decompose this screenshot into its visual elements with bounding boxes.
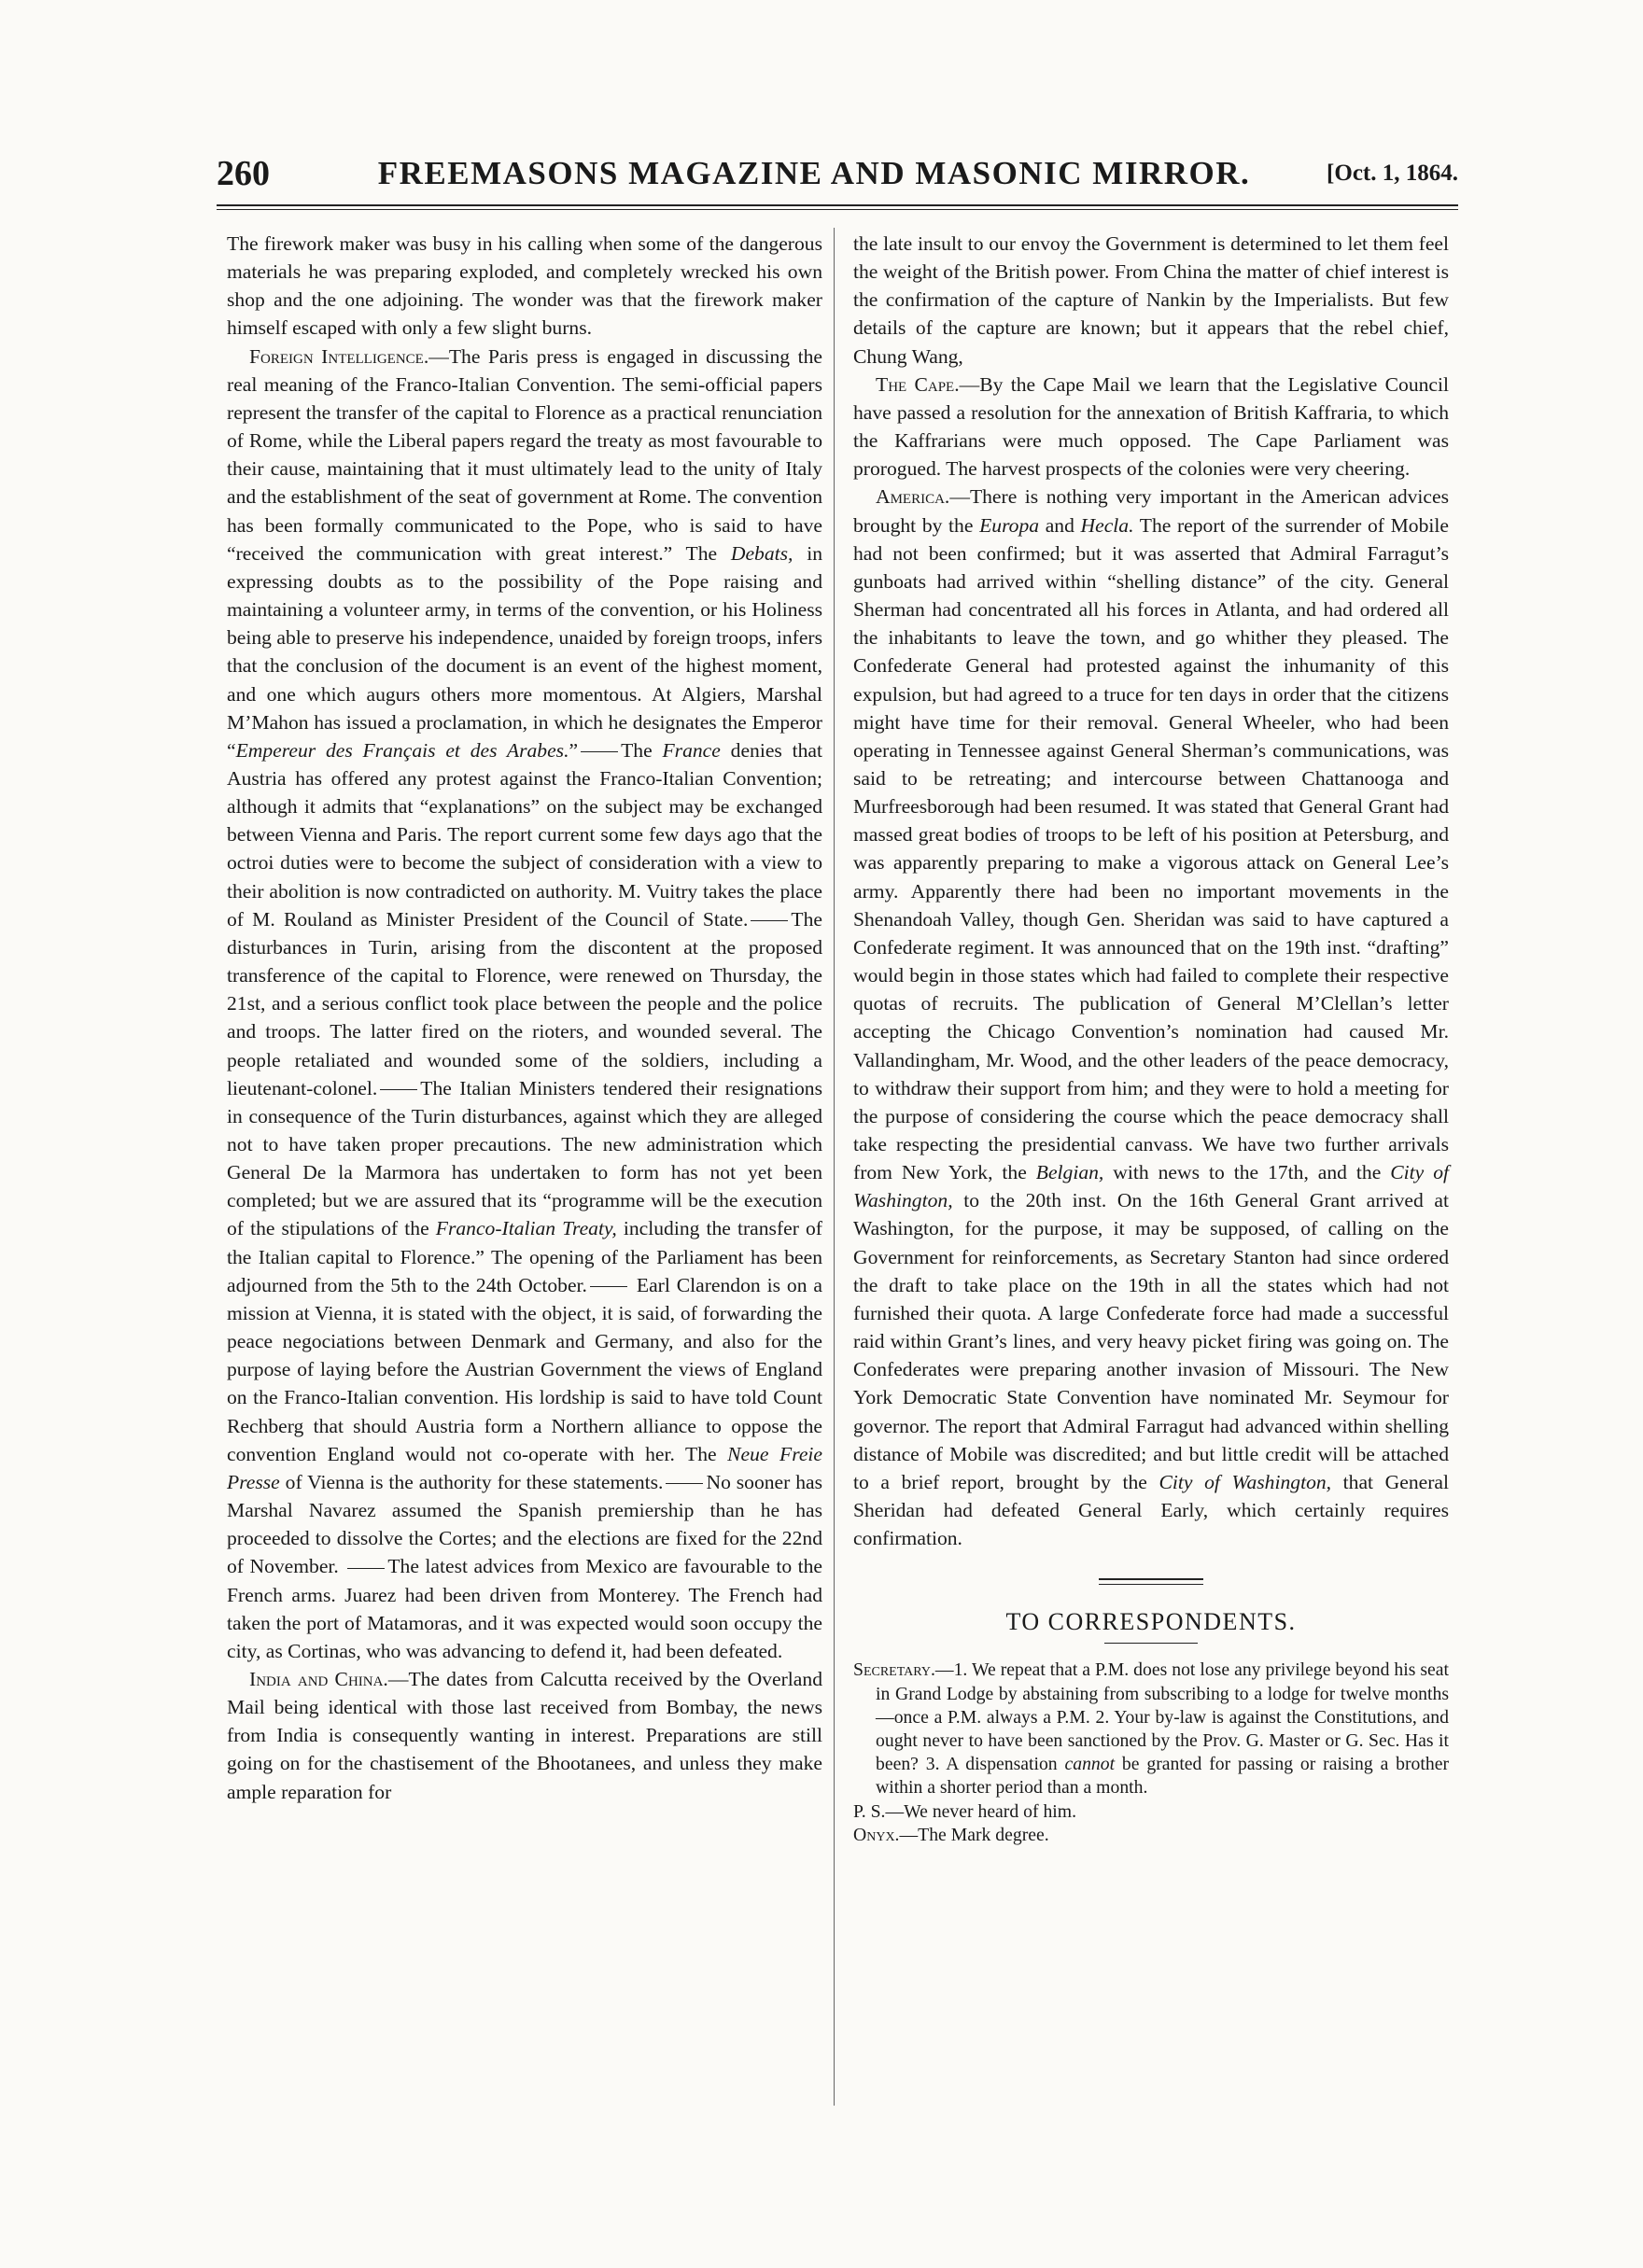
foreign-intelligence-paragraph: Foreign Intelligence.—The Paris press is engaged in discussing the real meaning of the Franco-Italian Convention. The semi-official papers represent the transfer of the capital to Florence as a practical renunciation of Rome, while the Liberal papers regard the treaty as most favourable to their cause, maintaining that it must ultimately lead to the unity of Italy and the establishment of the seat of government at Rome. The convention has been formally communicated to the Pope, who is said to have “received the communication with great interest.” The Debats, in expressing doubts as to the possibility of the Pope raising and maintaining a volunteer army, in terms of the convention, or his Holiness being able to preserve his independence, unaided by foreign troops, infers that the conclusion of the document is an event of the highest moment, and one which augurs others more momentous. At Algiers, Marshal M’Mahon has issued a proclamation, in which he designates the Emperor “Empereur des Français et des Arabes.” The France denies that Austria has offered any protest against the Franco-Italian Convention; although it admits that “explanations” on the subject may be exchanged between Vienna and Paris. The report current some few days ago that the octroi duties were to become the subject of consideration with a view to their abolition is now contradicted on authority. M. Vuitry takes the place of M. Rouland as Minister President of the Council of State. The disturbances in Turin, arising from the discontent at the proposed transference of the capital to Florence, were renewed on Thursday, the 21st, and a serious conflict took place between the people and the police and troops. The latter fired on the rioters, and wounded several. The people retaliated and wounded some of the soldiers, including a lieutenant-colonel. The Italian Ministers tendered their resignations in consequence of the Turin disturbances, against which they are alleged not to have taken proper precautions. The new administration which General De la Marmora has undertaken to form has not yet been completed; but we are assured that its “programme will be the execution of the stipulations of the Franco-Italian Treaty, including the transfer of the Italian capital to Florence.” The opening of the Parliament has been adjourned from the 5th to the 24th October. Earl Clarendon is on a mission at Vienna, it is stated with the object, it is said, of forwarding the peace negociations between Denmark and Germany, and also for the purpose of laying before the Austrian Government the views of England on the Franco-Italian convention. His lordship is said to have told Count Rechberg that should Austria form a Northern alliance to oppose the convention England would not co-operate with her. The Neue Freie Presse of Vienna is the authority for these statements. No sooner has Marshal Navarez assumed the Spanish premiership than he has proceeded to dissolve the Cortes; and the elections are fixed for the 22nd of November. The latest advices from Mexico are favourable to the French arms. Juarez had been driven from Monterey. The French had taken the port of Matamoras, and it was expected would soon occupy the city, as Cortinas, who was advancing to defend it, had been defeated. (227, 344, 823, 1662)
correspondents-list (853, 1659, 1449, 1847)
section-heading: India and China. (249, 1667, 388, 1690)
article-paragraph: the late insult to our envoy the Government is determined to let them feel the weight of the British power. From China the matter of chief interest is the confirmation of the capture of Nankin by the Imperialists. But few details of the capture are known; but it appears that the rebel chief, Chung Wang, (853, 232, 1449, 368)
section-heading: The Cape. (876, 372, 960, 396)
correspondent-entry: Secretary.—1. We repeat that a P.M. does not lose any privilege beyond his seat in Grand Lodge by abstaining from subscribing to a lodge for twelve months—once a P.M. always a P.M. 2. Your by-law is against the Constitutions, and ought never to have been sanctioned by the Prov. G. Master or G. Sec. Has it been? 3. A dispensation cannot be granted for passing or raising a brother within a shorter period than a month. (853, 1659, 1449, 1799)
article-paragraph: The firework maker was busy in his calling when some of the dangerous materials he was preparing exploded, and completely wrecked his own shop and the one adjoining. The wonder was that the firework maker himself escaped with only a few slight burns. (227, 232, 822, 340)
em-dash-rule (751, 920, 788, 921)
section-double-rule (1099, 1578, 1203, 1585)
em-dash-rule (380, 1089, 417, 1090)
column-divider (834, 228, 835, 2106)
header-rule (217, 204, 1458, 206)
correspondent-entry: P. S.—We never heard of him. (853, 1800, 1076, 1822)
issue-date: [Oct. 1, 1864. (1327, 161, 1458, 186)
em-dash-rule (581, 751, 618, 752)
page-number: 260 (217, 154, 270, 193)
section-heading: America. (876, 485, 950, 509)
right-column (853, 230, 1449, 1847)
masthead-title: FREEMASONS MAGAZINE AND MASONIC MIRROR. (377, 155, 1251, 191)
header-rule-thin (217, 209, 1458, 210)
em-dash-rule (666, 1483, 703, 1484)
section-heading: Foreign Intelligence. (249, 344, 429, 368)
page-header (217, 153, 1458, 209)
left-column (227, 230, 822, 1806)
em-dash-rule (347, 1568, 385, 1569)
cape-paragraph: The Cape.—By the Cape Mail we learn that the Legislative Council have passed a resolution for the annexation of British Kaffraria, to which the Kaffrarians were much opposed. The Cape Parliament was prorogued. The harvest prospects of the colonies were very cheering. (853, 372, 1449, 481)
correspondents-title: TO CORRESPONDENTS. (1005, 1608, 1297, 1636)
em-dash-rule (590, 1286, 627, 1287)
correspondent-entry: Onyx.—The Mark degree. (853, 1824, 1049, 1845)
america-paragraph: America.—There is nothing very important in the American advices brought by the Europa and Hecla. The report of the surrender of Mobile had not been confirmed; but it was asserted that Admiral Farragut’s gunboats had arrived within “shelling distance” of the city. General Sherman had concentrated all his forces in Atlanta, and had ordered all the inhabitants to leave the town, and go whither they pleased. The Confederate General had protested against the inhumanity of this expulsion, but had agreed to a truce for ten days in order that the citizens might have time for their removal. General Wheeler, who had been operating in Tennessee against General Sherman’s communications, was said to be retreating; and intercourse between Chattanooga and Murfreesborough had been resumed. It was stated that General Grant had massed great bodies of troops to be left of his position at Petersburg, and was apparently preparing to make a vigorous attack on General Lee’s army. Apparently there had been no important movements in the Shenandoah Valley, though Gen. Sheridan was said to have captured a Confederate regiment. It was announced that on the 19th inst. “drafting” would begin in those states which had failed to complete their respective quotas of recruits. The publication of General M’Clellan’s letter accepting the Chicago Convention’s nomination had caused Mr. Vallandingham, Mr. Wood, and the other leaders of the peace democracy, to withdraw their support from him; and they were to hold a meeting for the purpose of considering the course which the peace democracy shall take respecting the presidential canvass. We have two further arrivals from New York, the Belgian, with news to the 17th, and the City of Washington, to the 20th inst. On the 16th General Grant arrived at Washington, for the purpose, it may be supposed, of calling on the Government for reinforcements, as Secretary Stanton had since ordered the draft to take place on the 19th in all the states which had not furnished their quota. A large Confederate force had made a successful raid within Grant’s lines, and very heavy picket firing was going on. The Confederates were preparing another invasion of Missouri. The New York Democratic State Convention have nominated Mr. Seymour for governor. The report that Admiral Farragut had advanced within shelling distance of Mobile was discredited; and but little credit will be attached to a brief report, brought by the City of Washington, that General Sheridan had defeated General Early, which certainly requires confirmation. (853, 485, 1450, 1550)
india-china-paragraph: India and China.—The dates from Calcutta received by the Overland Mail being identical with those last received from Bombay, the news from India is consequently wanting in interest. Preparations are still going on for the chastisement of the Bhootanees, and unless they make ample reparation for (227, 1667, 822, 1803)
